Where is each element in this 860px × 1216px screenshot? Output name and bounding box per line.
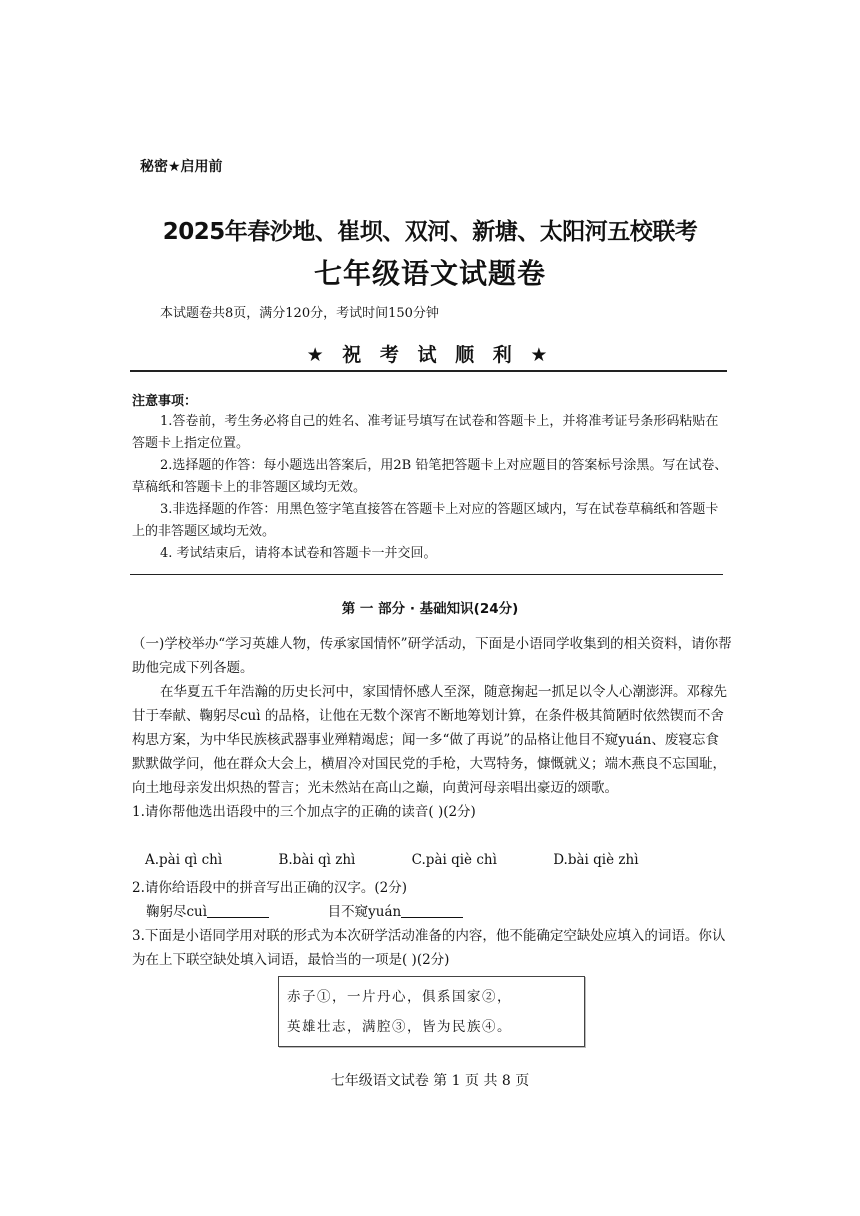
section-intro: （一)学校举办“学习英雄人物，传承家国情怀”研学活动，下面是小语同学收集到的相关资料，请你帮助他完成下列各题。 xyxy=(132,636,732,676)
notice-title: 注意事项： xyxy=(132,394,198,409)
divider xyxy=(130,370,727,372)
section-body xyxy=(132,632,732,824)
q2-blanks xyxy=(132,900,732,924)
q2-blank-label: 鞠躬尽cuì xyxy=(146,904,208,920)
notice-item: 2.选择题的作答：每小题选出答案后，用2B 铅笔把答题卡上对应题目的答案标号涂黑。写在试卷、草稿纸和答题卡上的非答题区域均无效。 xyxy=(132,458,728,495)
option-a[interactable]: A.pài qì chì xyxy=(145,852,223,868)
question-3: 3.下面是小语同学用对联的形式为本次研学活动准备的内容，他不能确定空缺处应填入的词语。你认为在上下联空缺处填入词语，最恰当的一项是( )(2分) xyxy=(132,928,726,968)
couplet-line: 赤子①，一片丹心，俱系国家②， xyxy=(287,989,512,1005)
q2-blank-label: 目不窥yuán xyxy=(327,904,402,920)
notice-item: 1.答卷前，考生务必将自己的姓名、准考证号填写在试卷和答题卡上，并将准考证号条形码粘贴在答题卡上指定位置。 xyxy=(132,414,719,451)
part-heading: 第 一 部分 · 基础知识(24分) xyxy=(341,601,519,617)
question-2: 2.请你给语段中的拼音写出正确的汉字。(2分) xyxy=(132,880,408,896)
reading-passage: 在华夏五千年浩瀚的历史长河中，家国情怀感人至深，随意掬起一抓足以令人心潮澎湃。邓稼先甘于奉献、鞠躬尽cuì 的品格，让他在无数个深宵不断地筹划计算，在条件极其简陋时依然锲而不舍构思方案，为中华民族核武器事业殚精竭虑；闻一多“做了再说”的品格让他目不窥yuán、废寝忘食默默做学问，他在群众大会上，横眉冷对国民党的手枪，大骂特务，慷慨就义；端木燕良不忘国耻，向土地母亲发出炽热的誓言；光未然站在高山之巅，向黄河母亲唱出豪迈的颂歌。 xyxy=(132,684,727,796)
notice-item: 3.非选择题的作答：用黑色签字笔直接答在答题卡上对应的答题区域内，写在试卷草稿纸和答题卡上的非答题区域均无效。 xyxy=(132,502,719,539)
couplet-box xyxy=(278,976,585,1047)
divider xyxy=(130,574,723,575)
exam-meta: 本试题卷共8页，满分120分，考试时间150分钟 xyxy=(160,306,439,321)
q1-options xyxy=(145,852,691,868)
page-footer: 七年级语文试卷 第 1 页 共 8 页 xyxy=(330,1073,530,1089)
good-luck-banner: ★ 祝 考 试 顺 利 ★ xyxy=(306,344,554,366)
couplet-line: 英雄壮志，满腔③，皆为民族④。 xyxy=(287,1019,512,1035)
question-1: 1.请你帮他选出语段中的三个加点字的正确的读音( )(2分) xyxy=(132,804,476,820)
secret-label: 秘密★启用前 xyxy=(140,159,223,175)
notice-item: 4. 考试结束后，请将本试卷和答题卡一并交回。 xyxy=(160,546,437,561)
question-2-block xyxy=(132,876,732,972)
option-d[interactable]: D.bài qiè zhì xyxy=(553,852,639,868)
answer-blank[interactable] xyxy=(207,903,269,918)
option-b[interactable]: B.bài qì zhì xyxy=(278,852,356,868)
exam-subtitle: 七年级语文试题卷 xyxy=(313,257,546,290)
option-c[interactable]: C.pài qiè chì xyxy=(411,852,497,868)
exam-title: 2025年春沙地、崔坝、双河、新塘、太阳河五校联考 xyxy=(162,219,698,245)
notice-list xyxy=(132,411,730,565)
answer-blank[interactable] xyxy=(401,903,463,918)
